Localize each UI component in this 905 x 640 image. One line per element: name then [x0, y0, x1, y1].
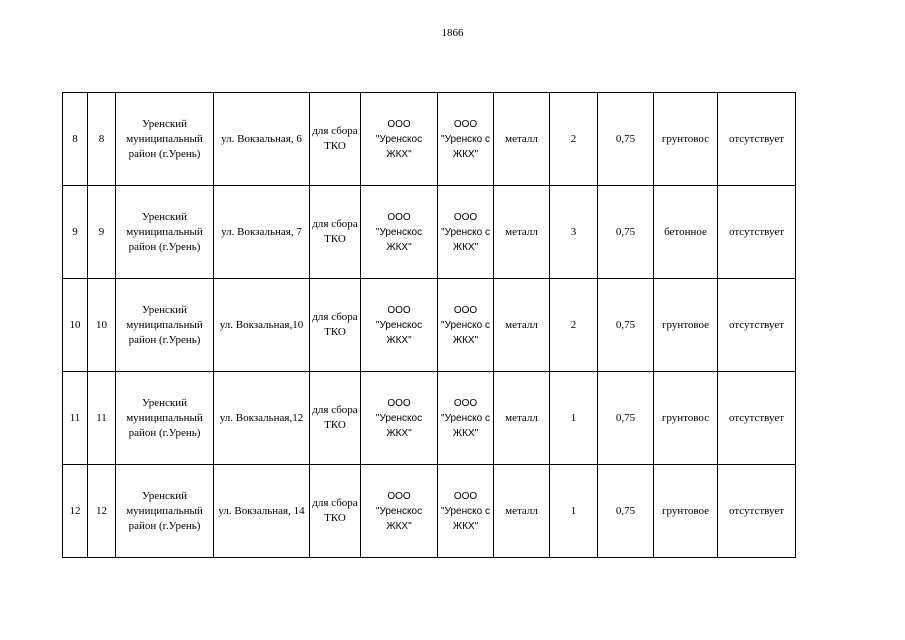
- site-index-cell: 9: [88, 186, 116, 279]
- address-cell: ул. Вокзальная,12: [214, 372, 310, 465]
- container-count-cell: 2: [550, 93, 598, 186]
- container-count-cell: 1: [550, 465, 598, 558]
- page-number: 1866: [441, 27, 464, 39]
- purpose-cell: для сбора ТКО: [310, 279, 361, 372]
- container-volume-cell: 0,75: [598, 93, 654, 186]
- owner-cell: ООО "Уренскос ЖКХ": [361, 372, 438, 465]
- container-volume-cell: 0,75: [598, 279, 654, 372]
- operator-cell: ООО "Уренско с ЖКХ": [438, 279, 494, 372]
- surface-type-cell: грунтовос: [654, 93, 718, 186]
- address-cell: ул. Вокзальная, 6: [214, 93, 310, 186]
- container-sites-table: [62, 92, 796, 558]
- owner-cell: ООО "Уренскос ЖКХ": [361, 465, 438, 558]
- site-index-cell: 10: [88, 279, 116, 372]
- owner-cell: ООО "Уренскос ЖКХ": [361, 186, 438, 279]
- container-material-cell: металл: [494, 186, 550, 279]
- operator-cell: ООО "Уренско с ЖКХ": [438, 372, 494, 465]
- municipality-cell: Уренский муниципальный район (г.Урень): [116, 279, 214, 372]
- address-cell: ул. Вокзальная, 7: [214, 186, 310, 279]
- site-index-cell: 8: [88, 93, 116, 186]
- fence-cell: отсутствует: [718, 279, 796, 372]
- address-cell: ул. Вокзальная, 14: [214, 465, 310, 558]
- row-number-cell: 12: [63, 465, 88, 558]
- address-cell: ул. Вокзальная,10: [214, 279, 310, 372]
- municipality-cell: Уренский муниципальный район (г.Урень): [116, 93, 214, 186]
- table-row: [63, 93, 796, 186]
- fence-cell: отсутствует: [718, 372, 796, 465]
- container-count-cell: 2: [550, 279, 598, 372]
- purpose-cell: для сбора ТКО: [310, 465, 361, 558]
- table-row: [63, 279, 796, 372]
- site-index-cell: 11: [88, 372, 116, 465]
- surface-type-cell: бетонное: [654, 186, 718, 279]
- municipality-cell: Уренский муниципальный район (г.Урень): [116, 186, 214, 279]
- container-material-cell: металл: [494, 93, 550, 186]
- container-volume-cell: 0,75: [598, 186, 654, 279]
- fence-cell: отсутствует: [718, 465, 796, 558]
- site-index-cell: 12: [88, 465, 116, 558]
- container-material-cell: металл: [494, 372, 550, 465]
- row-number-cell: 10: [63, 279, 88, 372]
- row-number-cell: 9: [63, 186, 88, 279]
- surface-type-cell: грунтовос: [654, 372, 718, 465]
- purpose-cell: для сбора ТКО: [310, 372, 361, 465]
- table-row: [63, 465, 796, 558]
- owner-cell: ООО "Уренскос ЖКХ": [361, 279, 438, 372]
- municipality-cell: Уренский муниципальный район (г.Урень): [116, 465, 214, 558]
- container-count-cell: 3: [550, 186, 598, 279]
- surface-type-cell: грунтовое: [654, 279, 718, 372]
- container-material-cell: металл: [494, 279, 550, 372]
- purpose-cell: для сбора ТКО: [310, 93, 361, 186]
- municipality-cell: Уренский муниципальный район (г.Урень): [116, 372, 214, 465]
- container-volume-cell: 0,75: [598, 465, 654, 558]
- row-number-cell: 8: [63, 93, 88, 186]
- table-row: [63, 186, 796, 279]
- table-row: [63, 372, 796, 465]
- container-volume-cell: 0,75: [598, 372, 654, 465]
- operator-cell: ООО "Уренско с ЖКХ": [438, 186, 494, 279]
- fence-cell: отсутствует: [718, 186, 796, 279]
- fence-cell: отсутствует: [718, 93, 796, 186]
- container-material-cell: металл: [494, 465, 550, 558]
- owner-cell: ООО "Уренскос ЖКХ": [361, 93, 438, 186]
- purpose-cell: для сбора ТКО: [310, 186, 361, 279]
- container-count-cell: 1: [550, 372, 598, 465]
- operator-cell: ООО "Уренско с ЖКХ": [438, 465, 494, 558]
- operator-cell: ООО "Уренско с ЖКХ": [438, 93, 494, 186]
- surface-type-cell: грунтовое: [654, 465, 718, 558]
- row-number-cell: 11: [63, 372, 88, 465]
